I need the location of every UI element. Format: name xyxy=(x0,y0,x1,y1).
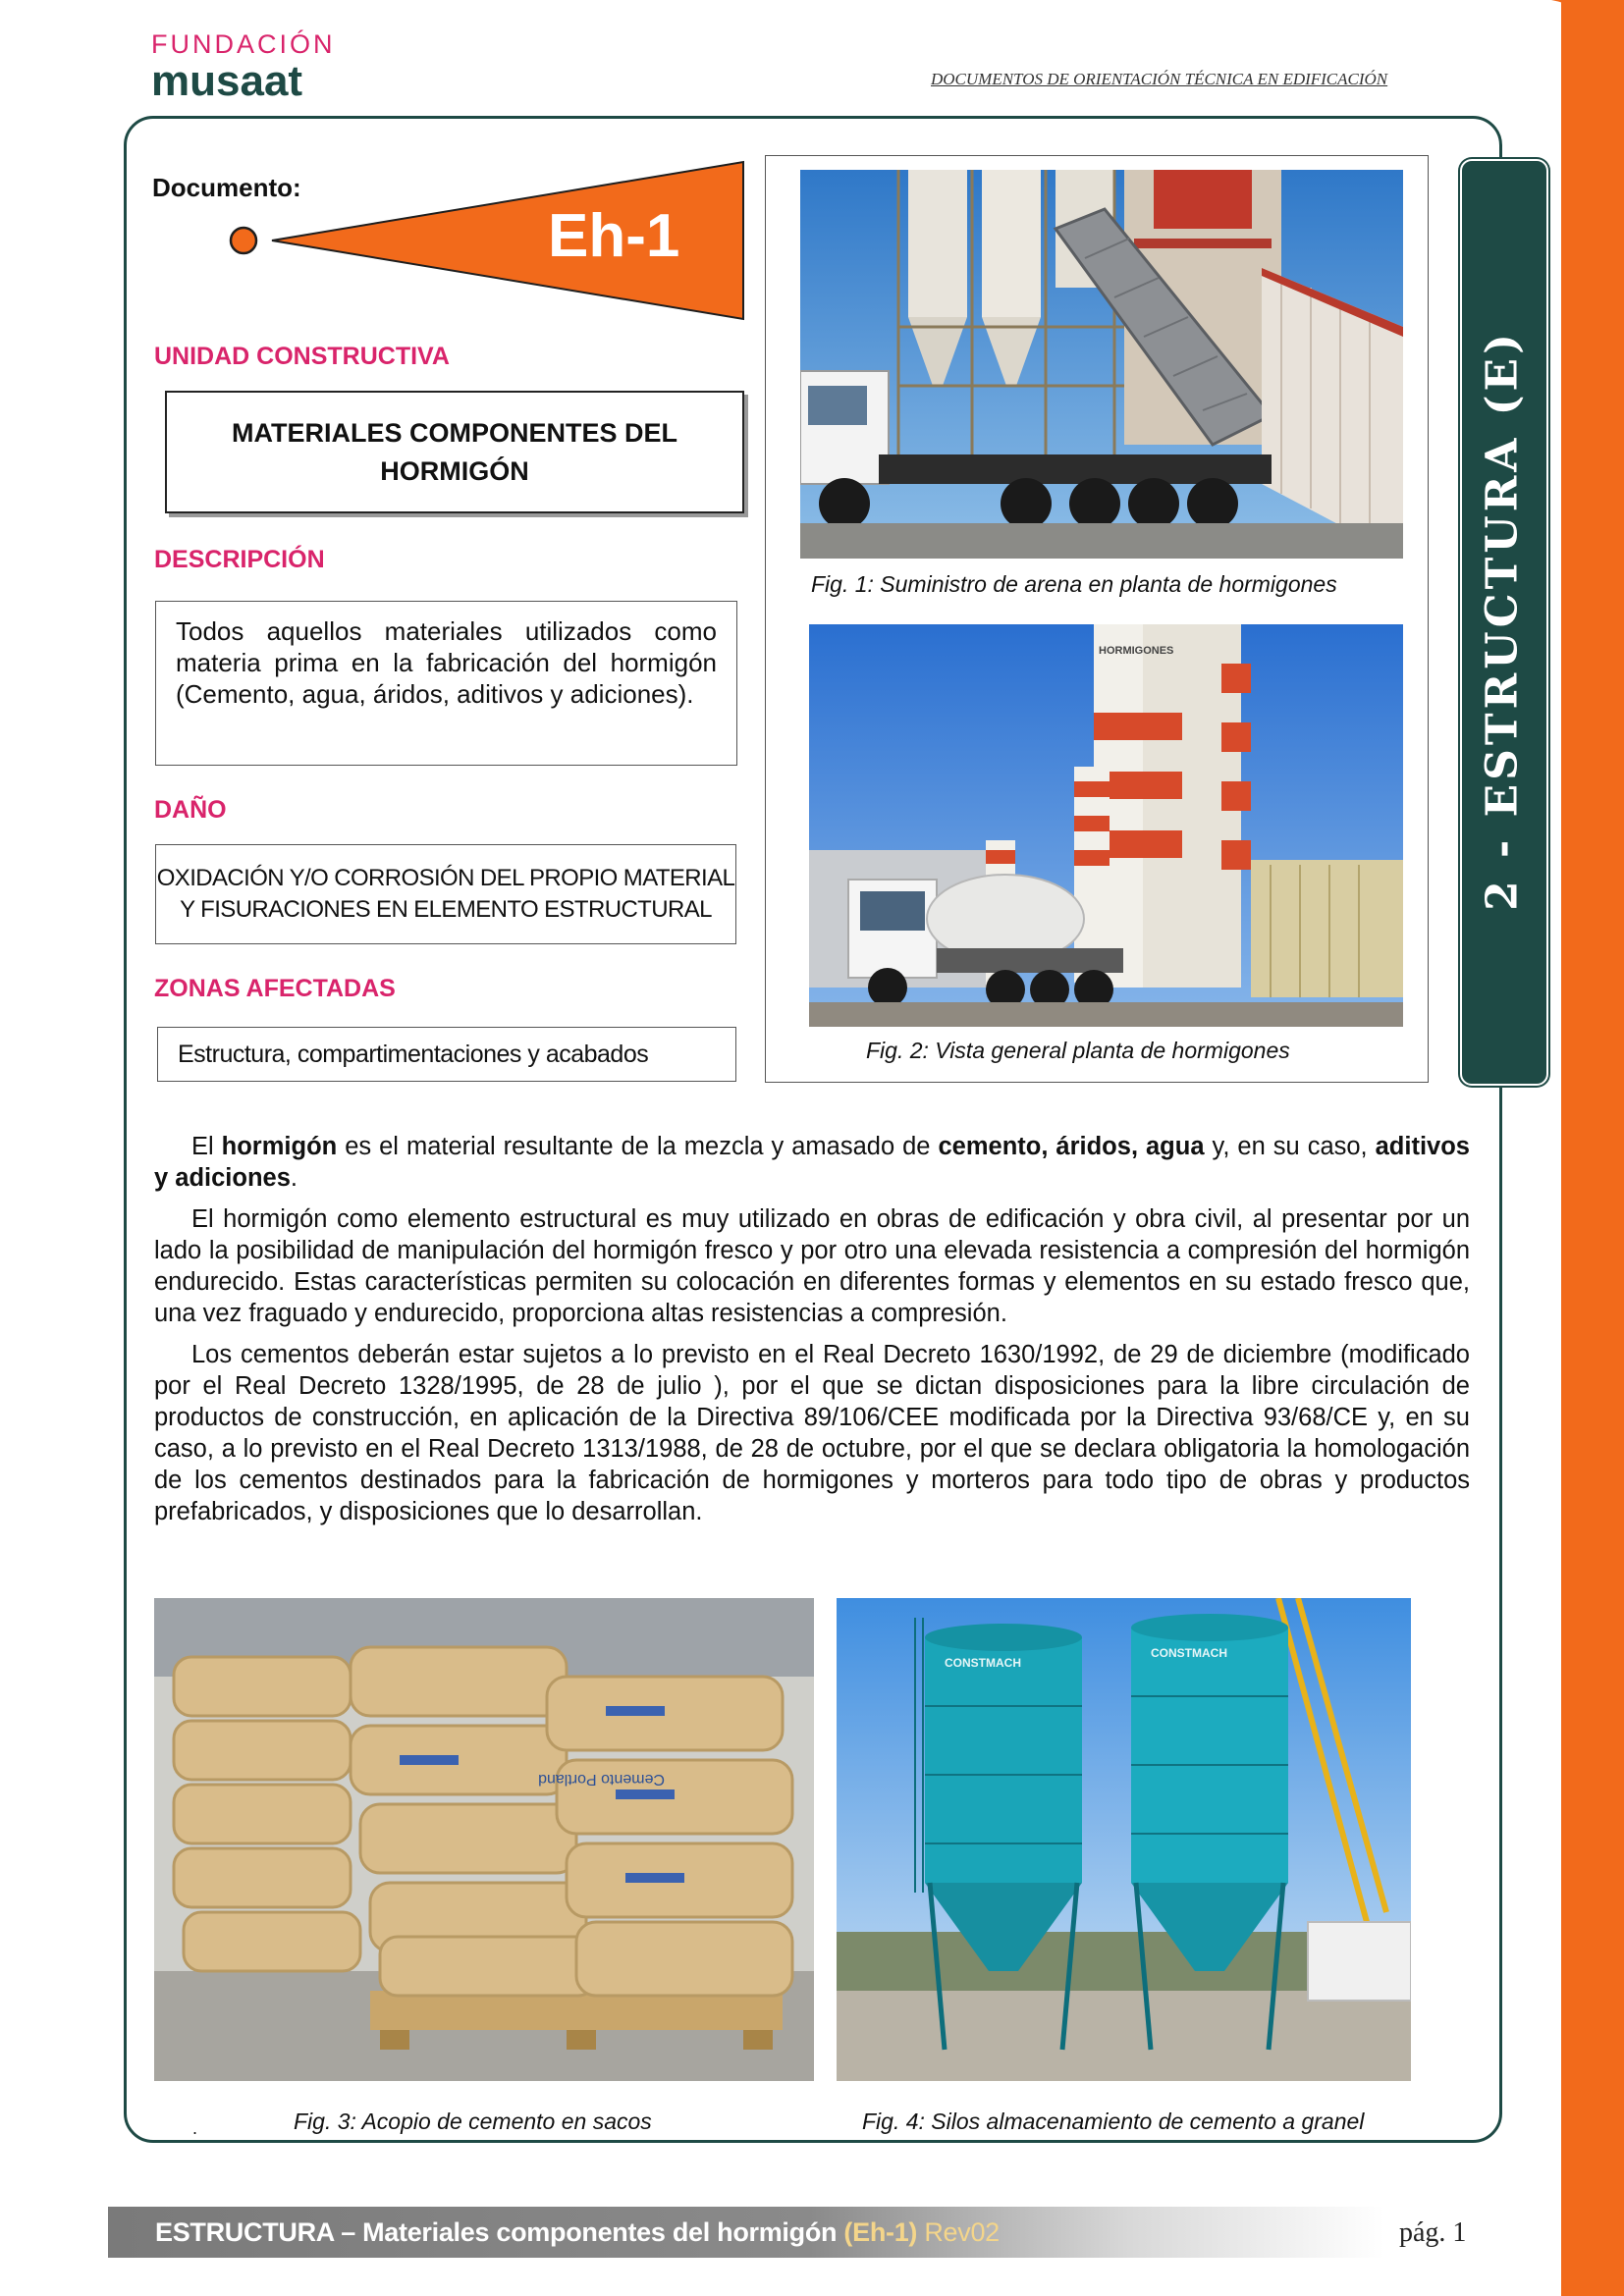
document-code: Eh-1 xyxy=(548,202,680,270)
descripcion-box xyxy=(155,601,737,766)
descripcion-heading: DESCRIPCIÓN xyxy=(154,546,325,573)
stray-dot: . xyxy=(192,2118,198,2138)
dano-line1: OXIDACIÓN Y/O CORROSIÓN DEL PROPIO MATERIAL xyxy=(156,865,735,891)
dano-line2: Y FISURACIONES EN ELEMENTO ESTRUCTURAL xyxy=(180,896,712,923)
footer-revision: Rev02 xyxy=(917,2217,1000,2247)
logo-fundacion: FUNDACIÓN xyxy=(151,29,336,59)
bag-label-text: Cemento Portland xyxy=(538,1771,665,1788)
footer-title: ESTRUCTURA – Materiales componentes del hormigón (Eh-1) Rev02 xyxy=(155,2217,1000,2247)
silo-brand-text-2: CONSTMACH xyxy=(1151,1646,1227,1660)
fig4-photo xyxy=(837,1598,1411,2081)
fig3-photo xyxy=(154,1598,814,2081)
logo-musaat: musaat xyxy=(151,57,303,105)
zonas-heading: ZONAS AFECTADAS xyxy=(154,975,396,1002)
body-paragraph-1: El hormigón es el material resultante de la mezcla y amasado de cemento, áridos, agua y, en su caso, aditivos y adiciones. xyxy=(154,1133,1470,1192)
silo-brand-text-1: CONSTMACH xyxy=(945,1656,1021,1670)
fig2-photo xyxy=(809,624,1403,1027)
descripcion-value: Todos aquellos materiales utilizados como materia prima en la fabricación del hormigón (Cemento, agua, áridos, aditivos y adiciones). xyxy=(176,616,717,709)
fig3-caption: Fig. 3: Acopio de cemento en sacos xyxy=(294,2109,652,2134)
unidad-box xyxy=(165,391,744,513)
fig4-caption: Fig. 4: Silos almacenamiento de cemento a granel xyxy=(862,2109,1365,2134)
body-paragraph-3: Los cementos deberán estar sujetos a lo previsto en el Real Decreto 1630/1992, de 29 de diciembre (modificado por el Real Decreto 1328/1995, de 28 de julio ), por el que se dictan disposiciones para la libre circulación de productos de construcción, en aplicación de la Directiva 89/106/CEE modificada por la Directiva 93/68/CE y, en su caso, a lo previsto en el Real Decreto 1313/1988, de 28 de octubre, por el que se declara obligatoria la homologación de los cementos destinados para la fabricación de hormigones y morteros para todo tipo de obras y productos prefabricados, y disposiciones que lo desarrollan. xyxy=(154,1341,1470,1525)
body-paragraph-2: El hormigón como elemento estructural es muy utilizado en obras de edificación y obra civil, al presentar por un lado la posibilidad de manipulación del hormigón fresco y por otro una elevada resistencia a compresión del hormigón endurecido. Estas características permiten su colocación en diferentes formas y elementos en su estado fresco que, una vez fraguado y endurecido, proporciona altas resistencias a compresión. xyxy=(154,1205,1470,1327)
page-number: pág. 1 xyxy=(1399,2217,1467,2248)
unidad-value: MATERIALES COMPONENTES DEL HORMIGÓN xyxy=(231,417,678,486)
footer-code: (Eh-1) xyxy=(843,2217,918,2247)
unidad-heading: UNIDAD CONSTRUCTIVA xyxy=(154,343,450,370)
zonas-value: Estructura, compartimentaciones y acabados xyxy=(178,1040,649,1068)
document-series-title: DOCUMENTOS DE ORIENTACIÓN TÉCNICA EN EDIFICACIÓN xyxy=(931,70,1388,88)
pennant-dot-icon xyxy=(231,228,256,253)
fig2-caption: Fig. 2: Vista general planta de hormigones xyxy=(866,1038,1290,1063)
dano-heading: DAÑO xyxy=(154,796,227,824)
orange-side-band xyxy=(1561,0,1624,2296)
document-label: Documento: xyxy=(152,173,301,202)
fig1-caption: Fig. 1: Suministro de arena en planta de hormigones xyxy=(811,571,1337,597)
body-text xyxy=(154,1131,1470,1537)
zonas-box xyxy=(157,1027,736,1082)
plant-sign-text: HORMIGONES xyxy=(1099,645,1174,657)
fig1-photo xyxy=(800,170,1403,559)
dano-box xyxy=(155,844,736,944)
chapter-tab-label: 2 - ESTRUCTURA (E) xyxy=(1477,330,1528,911)
